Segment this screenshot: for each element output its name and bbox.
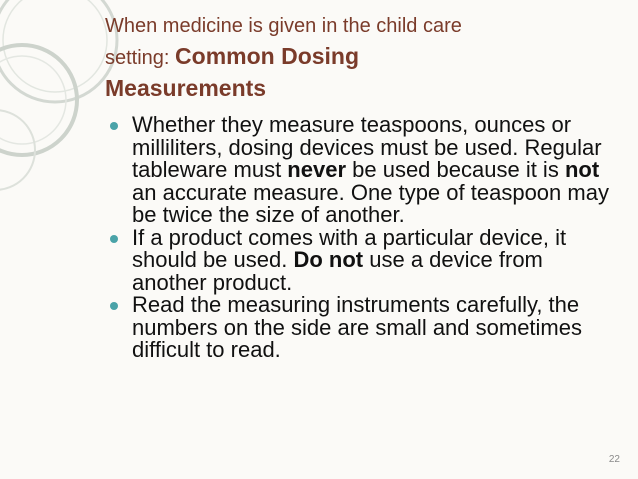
bullet-text: If a product comes with a particular device, it should be used.	[132, 224, 567, 272]
bullet-item	[108, 224, 618, 295]
bullet-item	[108, 114, 618, 227]
bullet-emphasis: Do not	[293, 247, 364, 272]
title-prefix: setting:	[105, 47, 176, 69]
title-bold-2: Measurements	[105, 75, 267, 101]
bullet-text: Whether they measure teaspoons, ounces or milliliters, dosing devices must be used. Regular tableware must	[132, 112, 602, 182]
bullet-text: use a device from another product.	[132, 247, 543, 295]
bullet-list	[108, 114, 618, 362]
bullet-item	[108, 294, 618, 362]
title-line-1: When medicine is given in the child care	[105, 15, 462, 37]
bullet-text: an accurate measure. One type of teaspoon may be twice the size of another.	[132, 179, 609, 227]
page-number: 22	[608, 454, 620, 465]
bullet-icon	[110, 302, 118, 310]
slide-title	[105, 12, 625, 106]
title-bold-1: Common Dosing	[175, 43, 360, 69]
bullet-icon	[110, 235, 118, 243]
bullet-text: be used because it is	[346, 157, 565, 182]
bullet-emphasis: never	[287, 157, 347, 182]
bullet-icon	[110, 122, 118, 130]
bullet-emphasis: not	[564, 157, 600, 182]
bullet-text: Read the measuring instruments carefully, the numbers on the side are small and sometimes difficult to read.	[132, 292, 582, 362]
